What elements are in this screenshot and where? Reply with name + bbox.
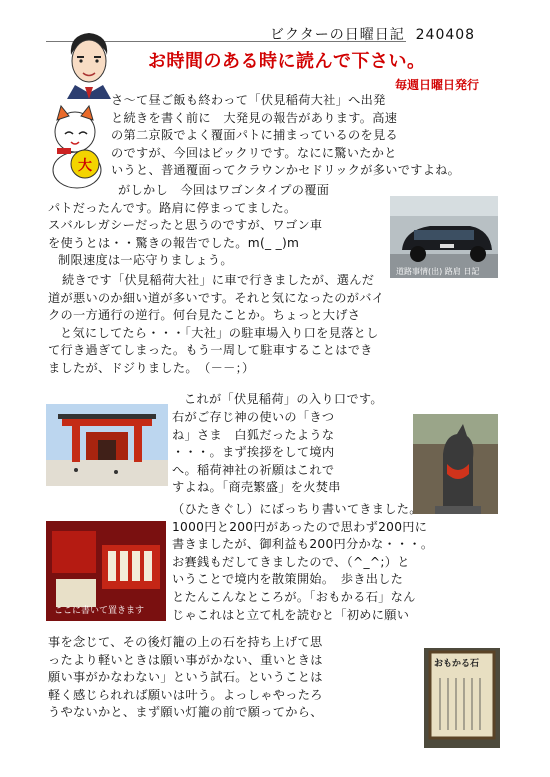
text-line: いうことで境内を散策開始。 歩き出した bbox=[172, 572, 404, 587]
title-text: ビクターの日曜日記 bbox=[270, 27, 405, 43]
text-line: 制限速度は一応守りましょう。 bbox=[58, 253, 233, 268]
fox-statue-image bbox=[413, 414, 498, 514]
police-car-photo bbox=[390, 196, 498, 278]
paragraph-shrine-wide bbox=[172, 501, 433, 624]
text-line: うやないかと、まず願い灯籠の前で願ってから、 bbox=[48, 705, 323, 720]
lucky-cat-illustration bbox=[47, 100, 105, 190]
text-line: （ひたきぐし）にばっちり書いてきました。 bbox=[172, 502, 422, 516]
svg-text:大: 大 bbox=[78, 158, 92, 174]
prayer-sticks-photo bbox=[46, 521, 166, 621]
shrine-gate-image bbox=[46, 404, 168, 486]
newsletter-title bbox=[270, 24, 475, 44]
text-line: さ～て昼ご飯も終わって「伏見稲荷大社」へ出発 bbox=[111, 93, 386, 107]
author-caricature bbox=[53, 27, 125, 99]
text-line: ね」さま 白狐だったような bbox=[172, 427, 335, 442]
omokaru-sign-photo bbox=[424, 648, 500, 748]
paragraph-shrine-heading bbox=[118, 391, 383, 409]
text-line: いうと、普通覆面ってクラウンかセドリックが多いですよね。 bbox=[111, 163, 461, 178]
paragraph-top bbox=[111, 92, 460, 180]
text-line: クの一方通行の逆行。何台見たことか。ちょっと大げさ bbox=[48, 308, 361, 323]
text-line: の第二京阪でよく覆面パトに捕まっているのを見る bbox=[111, 128, 398, 143]
text-line: 道が悪いのか細い道が多いです。それと気になったのがバイ bbox=[48, 290, 385, 305]
text-line: 願い事がかなわない」という試石。ということは bbox=[48, 670, 323, 685]
slogan: お時間のある時に読んで下さい。 bbox=[148, 51, 426, 72]
text-line: 1000円と200円があったので思わず200円に bbox=[172, 519, 428, 534]
text-line: ・・・。まず挨拶をして境内 bbox=[172, 445, 335, 460]
text-line: を使うとは・・驚きの報告でした。m(_ _)m bbox=[48, 235, 300, 250]
text-line: ったより軽いときは願い事がかない、重いときは bbox=[48, 652, 323, 667]
paragraph-drive bbox=[48, 272, 384, 378]
write-here-caption: ここに書いて置きます bbox=[54, 606, 145, 616]
text-line: スバルレガシーだったと思うのですが、ワゴン車 bbox=[48, 218, 323, 233]
weekly-label: 毎週日曜日発行 bbox=[395, 78, 480, 92]
paragraph-omokaru bbox=[48, 634, 323, 722]
text-line: と続きを書く前に 大発見の報告があります。高速 bbox=[111, 110, 398, 125]
photo-caption: 道路事情(出) 路肩 日記 bbox=[396, 267, 480, 276]
text-line: 事を念じて、その後灯籠の上の石を持ち上げて思 bbox=[48, 635, 323, 649]
text-line: と気にしてたら・・・「大社」の駐車場入り口を見落とし bbox=[60, 325, 379, 340]
text-line: 軽く感じられれば願いは叶う。よっしゃやったろ bbox=[48, 687, 323, 702]
issue-number: 240408 bbox=[415, 27, 476, 43]
text-line: のですが、今回はビックリです。なにに驚いたかと bbox=[111, 145, 397, 160]
paragraph-police-car bbox=[48, 182, 329, 270]
text-line: すよね。「商売繁盛」を火焚串 bbox=[172, 480, 341, 495]
text-line: とたんこんなところが。「おもかる石」なん bbox=[172, 589, 416, 604]
paragraph-shrine-narrow bbox=[172, 409, 341, 497]
text-line: 続きです「伏見稲荷大社」に車で行きましたが、選んだ bbox=[62, 273, 375, 287]
text-line: へ。稲荷神社の祈願はこれで bbox=[172, 462, 335, 477]
text-line: これが「伏見稲荷」の入り口です。 bbox=[184, 392, 383, 406]
sign-title: おもかる石 bbox=[434, 659, 480, 669]
text-line: て行き過ぎてしまった。もう一周して駐車することはでき bbox=[48, 343, 373, 358]
text-line: じゃこれはと立て札を読むと「初めに願い bbox=[172, 607, 410, 622]
text-line: 書きましたが、御利益も200円分かな・・・。 bbox=[172, 537, 434, 552]
fox-statue-photo bbox=[413, 414, 498, 514]
text-line: がしかし 今回はワゴンタイプの覆面 bbox=[118, 183, 330, 197]
text-line: ましたが、ドジりました。 （－－；） bbox=[48, 360, 255, 375]
text-line: 右がご存じ神の使いの「きつ bbox=[172, 410, 335, 424]
text-line: お賽銭もだしてきましたので、（^_^;）と bbox=[172, 554, 410, 569]
shrine-gate-photo bbox=[46, 404, 168, 486]
text-line: パトだったんです。路肩に停まってました。 bbox=[48, 200, 297, 215]
